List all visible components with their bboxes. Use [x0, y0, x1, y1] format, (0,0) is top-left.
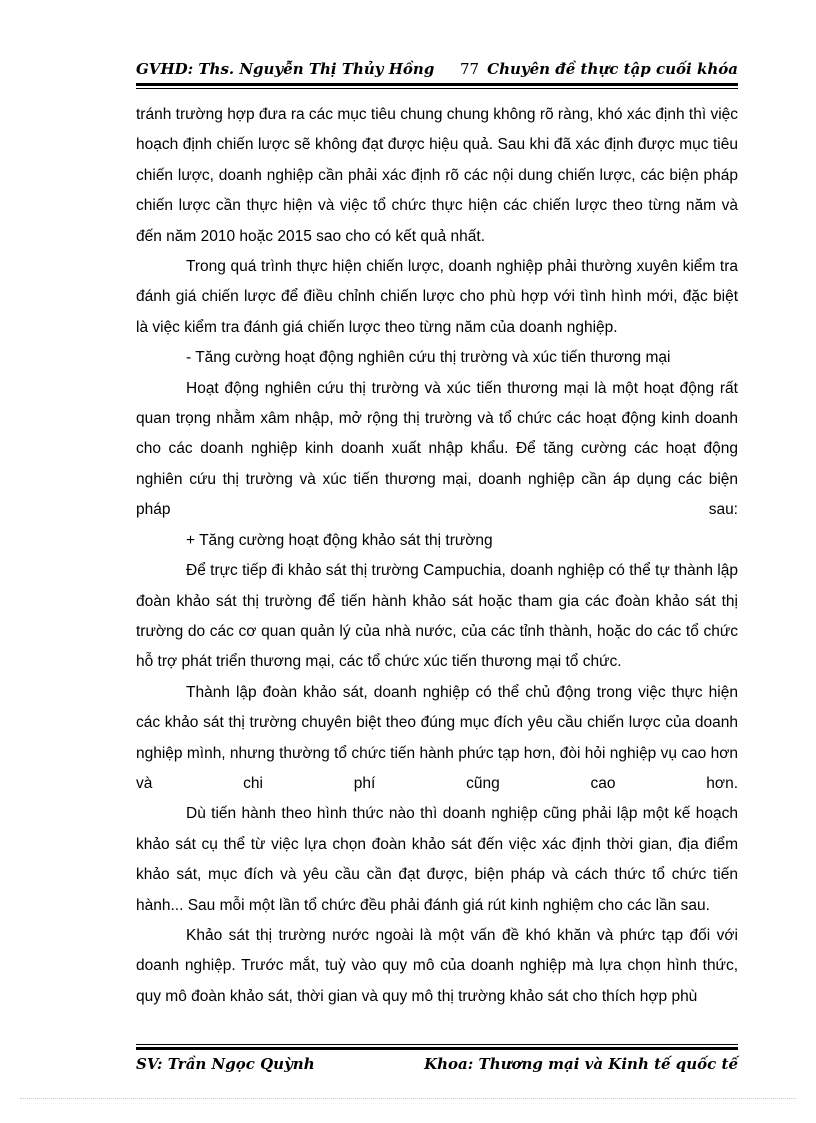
- paragraph-2: Trong quá trình thực hiện chiến lược, doanh nghiệp phải thường xuyên kiểm tra đánh giá chiến lược để điều chỉnh chiến lược cho phù hợp với tình hình mới, đặc biệt là việc kiểm tra đánh giá chiến lược theo từng năm của doanh nghiệp.: [136, 258, 738, 336]
- page-header: [136, 58, 738, 82]
- header-page-number: 77: [460, 60, 480, 78]
- body-text: [136, 100, 738, 1012]
- paragraph-9: Khảo sát thị trường nước ngoài là một vấn đề khó khăn và phức tạp đối với doanh nghiệp. Trước mắt, tuỳ vào quy mô của doanh nghiệp mà lựa chọn hình thức, quy mô đoàn khảo sát, thời gian và quy mô thị trường khảo sát cho thích hợp phù: [136, 926, 738, 1005]
- paragraph-5: + Tăng cường hoạt động khảo sát thị trường: [186, 531, 493, 549]
- paragraph-4: Hoạt động nghiên cứu thị trường và xúc tiến thương mại là một hoạt động rất quan trọng nhằm xâm nhập, mở rộng thị trường và tổ chức các hoạt động kinh doanh cho các doanh nghiệp kinh doanh xuất nhập khẩu. Để tăng cường các hoạt động nghiên cứu thị trường và xúc tiến thương mại, doanh nghiệp cần áp dụng các biện pháp sau:: [136, 379, 738, 519]
- paragraph-6: Để trực tiếp đi khảo sát thị trường Campuchia, doanh nghiệp có thể tự thành lập đoàn khảo sát thị trường để tiến hành khảo sát hoặc tham gia các đoàn khảo sát thị trường do các cơ quan quản lý của nhà nước, của các tỉnh thành, hoặc do các tổ chức hỗ trợ phát triển thương mại, các tổ chức xúc tiến thương mại tổ chức.: [136, 562, 738, 671]
- header-rule-thick: [136, 83, 738, 86]
- page-footer: [136, 1053, 738, 1077]
- header-title: Chuyên đề thực tập cuối khóa: [487, 60, 738, 78]
- paragraph-8: Dù tiến hành theo hình thức nào thì doanh nghiệp cũng phải lập một kế hoạch khảo sát cụ thể từ việc lựa chọn đoàn khảo sát đến việc xác định thời gian, địa điểm khảo sát, mục đích và yêu cầu cần đạt được, biện pháp và cách thức tổ chức tiến hành... Sau mỗi một lần tổ chức đều phải đánh giá rút kinh nghiệm cho các lần sau.: [136, 805, 738, 914]
- footer-faculty: Khoa: Thương mại và Kinh tế quốc tế: [424, 1055, 738, 1073]
- footer-rule-thick: [136, 1047, 738, 1050]
- header-supervisor: GVHD: Ths. Nguyễn Thị Thủy Hồng: [136, 60, 435, 78]
- paragraph-1: tránh trường hợp đưa ra các mục tiêu chung chung không rõ ràng, khó xác định thì việc hoạch định chiến lược sẽ không đạt được hiệu quả. Sau khi đã xác định được mục tiêu chiến lược, doanh nghiệp cần phải xác định rõ các nội dung chiến lược, các biện pháp chiến lược cần thực hiện và việc tổ chức thực hiện các chiến lược theo từng năm và đến năm 2010 hoặc 2015 sao cho có kết quả nhất.: [136, 106, 739, 245]
- page-bottom-dotted-line: [20, 1098, 796, 1099]
- paragraph-7: Thành lập đoàn khảo sát, doanh nghiệp có thể chủ động trong việc thực hiện các khảo sát thị trường chuyên biệt theo đúng mục đích yêu cầu chiến lược của doanh nghiệp mình, nhưng thường tổ chức tiến hành phức tạp hơn, đòi hỏi nghiệp vụ cao hơn và chi phí cũng cao hơn.: [136, 683, 738, 792]
- footer-rule-thin: [136, 1044, 738, 1045]
- header-rule-thin: [136, 88, 738, 89]
- paragraph-3: - Tăng cường hoạt động nghiên cứu thị trường và xúc tiến thương mại: [186, 349, 671, 367]
- footer-student: SV: Trần Ngọc Quỳnh: [136, 1055, 315, 1073]
